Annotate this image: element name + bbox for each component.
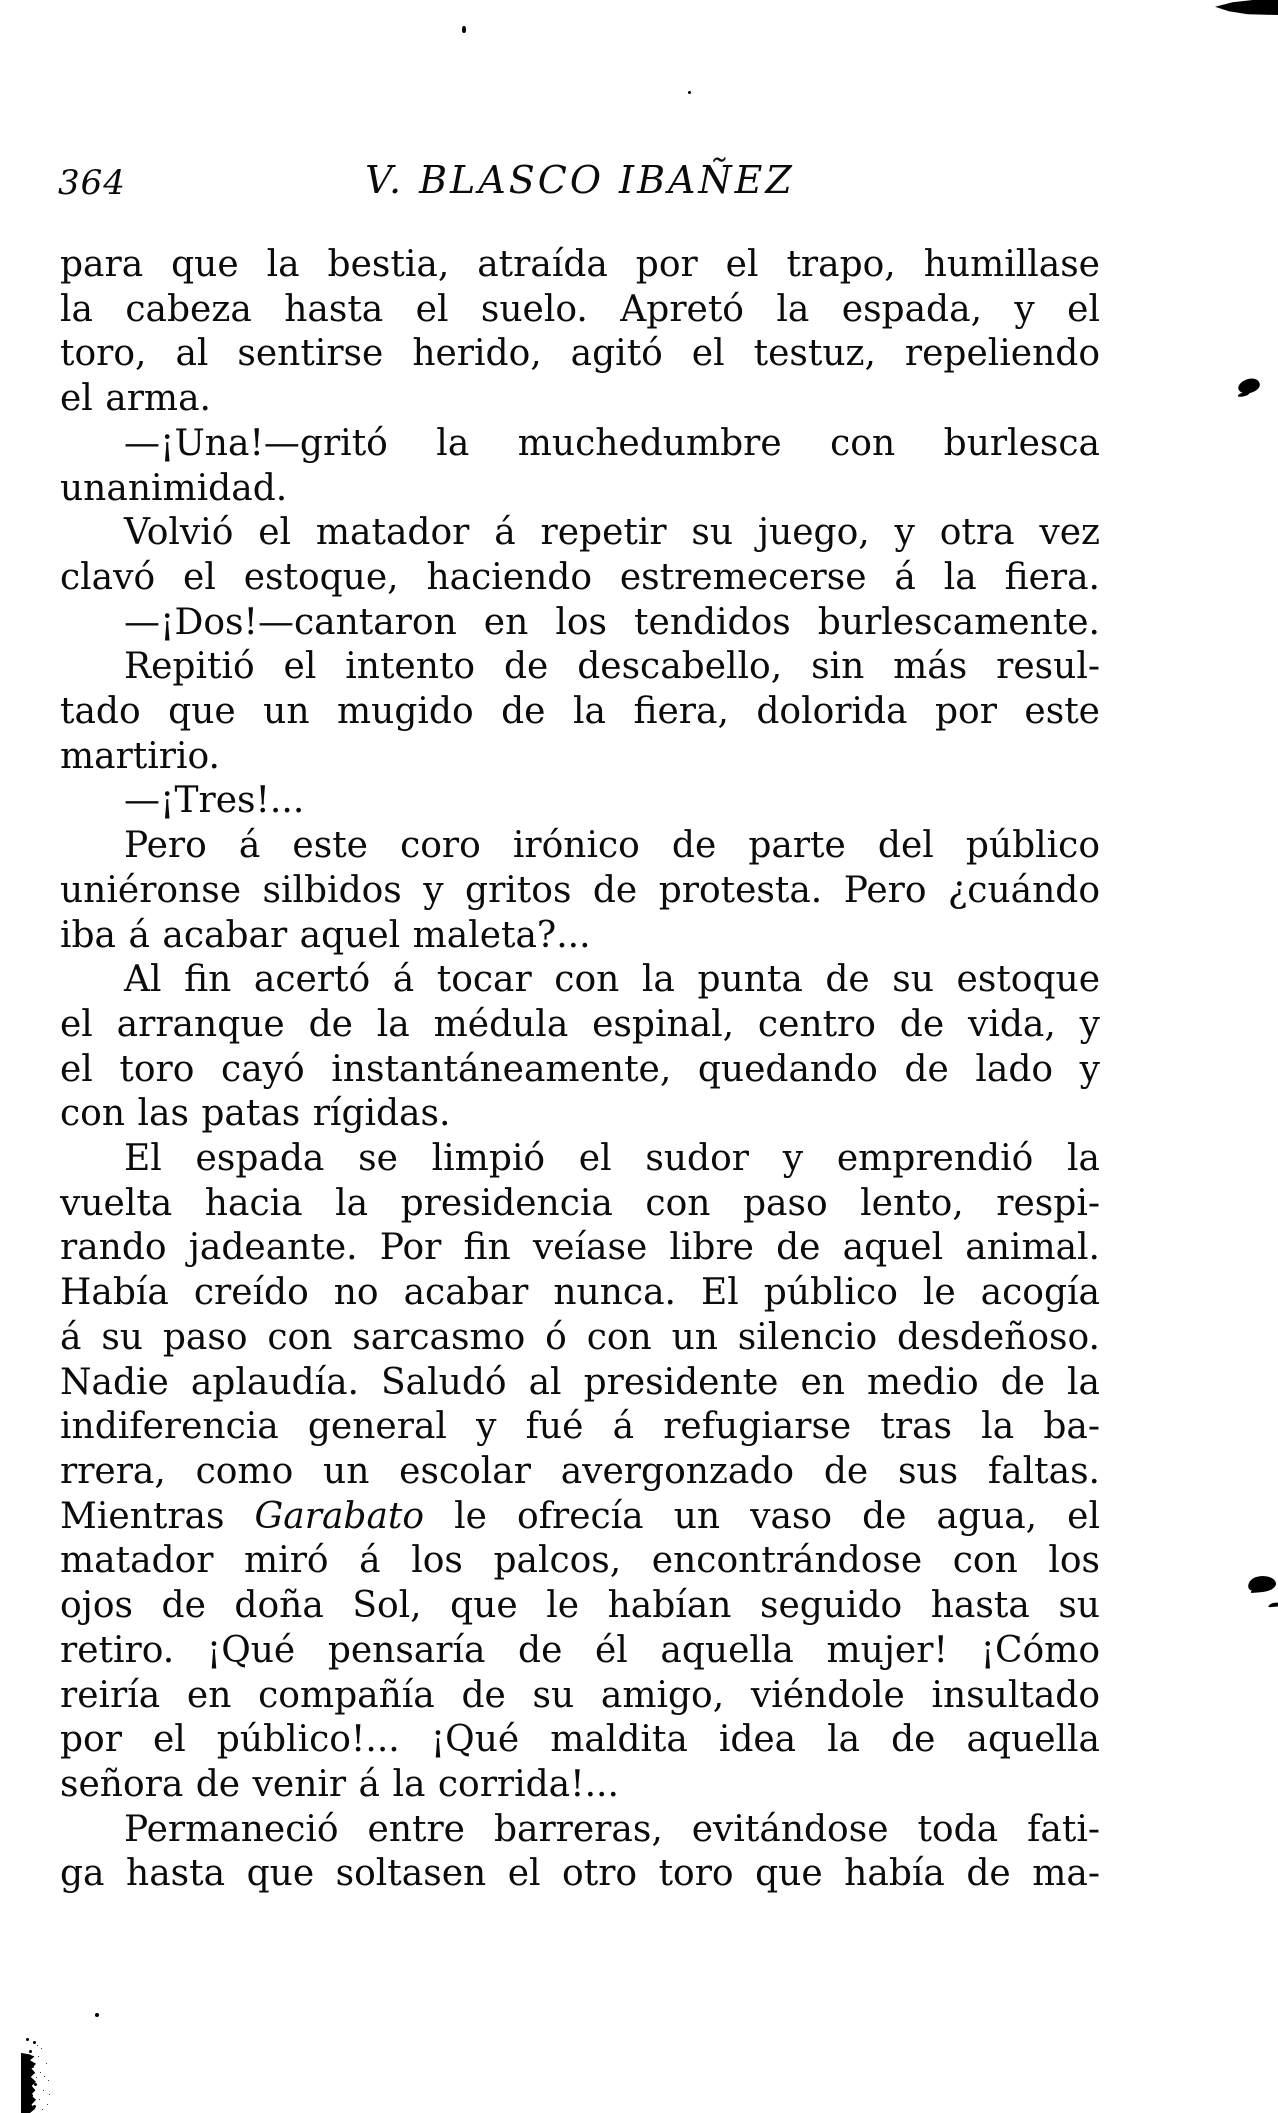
text-line: [60, 1539, 1100, 1584]
text-line: [60, 690, 1100, 735]
text-line: [60, 1271, 1100, 1316]
scan-edge-speckles-artifact: [26, 2038, 29, 2041]
line-text: iba á acabar aquel maleta?...: [60, 914, 591, 956]
text-line: [60, 1226, 1100, 1271]
line-text: —¡Tres!...: [124, 780, 305, 822]
text-line: [60, 645, 1100, 690]
line-text: vuelta hacia la presidencia con paso lento, respi-: [60, 1182, 1100, 1224]
line-text: á su paso con sarcasmo ó con un silencio desdeñoso.: [60, 1316, 1100, 1358]
italic-word: Garabato: [254, 1495, 425, 1537]
ink-speck-artifact: [462, 26, 466, 33]
line-text: indiferencia general y fué á refugiarse tras la ba-: [60, 1406, 1100, 1448]
line-text: unanimidad.: [60, 467, 288, 509]
text-line: [60, 1450, 1100, 1495]
text-line: [60, 601, 1100, 646]
text-line: [60, 1763, 1100, 1808]
ink-speck-artifact: [688, 91, 691, 94]
text-line: [60, 467, 1100, 512]
line-text: uniéronse silbidos y gritos de protesta. Pero ¿cuándo: [60, 869, 1100, 911]
text-line: [60, 243, 1100, 288]
scan-corner-mark-artifact: [1215, 0, 1278, 15]
text-line: [60, 556, 1100, 601]
line-text: El espada se limpió el sudor y emprendió la: [124, 1138, 1100, 1180]
text-line: [60, 1092, 1100, 1137]
running-header-title: V. BLASCO IBAÑEZ: [365, 158, 795, 202]
line-text: Había creído no acabar nunca. El público le acogía: [60, 1272, 1100, 1314]
text-line: [60, 1629, 1100, 1674]
scan-edge-stripe-artifact: [21, 2053, 36, 2113]
line-text: el arranque de la médula espinal, centro de vida, y: [60, 1003, 1100, 1045]
line-text: tado que un mugido de la fiera, dolorida por este: [60, 691, 1100, 733]
line-text: Repitió el intento de descabello, sin más resul-: [124, 646, 1100, 688]
line-text: para que la bestia, atraída por el trapo, humillase: [60, 244, 1100, 285]
line-text: ga hasta que soltasen el otro toro que había de ma-: [60, 1853, 1100, 1895]
line-text: ojos de doña Sol, que le habían seguido hasta su: [60, 1585, 1100, 1627]
line-text: retiro. ¡Qué pensaría de él aquella mujer! ¡Cómo: [60, 1629, 1100, 1671]
line-text: señora de venir á la corrida!...: [60, 1763, 619, 1805]
text-line: [60, 1048, 1100, 1093]
text-line: [60, 824, 1100, 869]
text-line: [60, 288, 1100, 333]
text-line: [60, 422, 1100, 467]
line-text: reiría en compañía de su amigo, viéndole insultado: [60, 1674, 1100, 1716]
page-number: 364: [58, 163, 126, 203]
line-text: Mientras: [60, 1495, 255, 1537]
line-text: toro, al sentirse herido, agitó el testuz, repeliendo: [60, 333, 1100, 375]
body-text: [60, 243, 1100, 1897]
line-text: rrera, como un escolar avergonzado de sus faltas.: [60, 1450, 1100, 1492]
text-line: [60, 1584, 1100, 1629]
line-text: —¡Una!—gritó la muchedumbre con burlesca: [124, 422, 1100, 464]
line-text: el arma.: [60, 378, 211, 420]
text-line: [60, 1674, 1100, 1719]
text-line: [60, 914, 1100, 959]
line-text: martirio.: [60, 735, 220, 777]
text-line: [60, 1852, 1100, 1897]
line-text: Volvió el matador á repetir su juego, y otra vez: [124, 512, 1100, 554]
line-text: el toro cayó instantáneamente, quedando de lado y: [60, 1048, 1100, 1090]
text-line: [60, 1808, 1100, 1853]
text-line: [60, 1405, 1100, 1450]
line-text: Permaneció entre barreras, evitándose toda fati-: [124, 1808, 1100, 1850]
text-line: [60, 869, 1100, 914]
text-line: [60, 779, 1100, 824]
text-line: [60, 958, 1100, 1003]
line-text: rando jadeante. Por fin veíase libre de aquel animal.: [60, 1227, 1100, 1269]
text-line: [60, 332, 1100, 377]
text-line: [60, 1495, 1100, 1540]
line-text: la cabeza hasta el suelo. Apretó la espada, y el: [60, 288, 1100, 330]
line-text: Nadie aplaudía. Saludó al presidente en medio de la: [60, 1361, 1100, 1403]
line-text: por el público!... ¡Qué maldita idea la de aquella: [60, 1719, 1100, 1761]
text-line: [60, 1137, 1100, 1182]
text-line: [60, 1718, 1100, 1763]
text-line: [60, 1003, 1100, 1048]
line-text: clavó el estoque, haciendo estremecerse á la fiera.: [60, 556, 1100, 598]
line-text: matador miró á los palcos, encontrándose con los: [60, 1540, 1100, 1582]
text-line: [60, 1361, 1100, 1406]
text-line: [60, 1182, 1100, 1227]
text-line: [60, 511, 1100, 556]
text-line: [60, 735, 1100, 780]
ink-speck-artifact: [95, 2013, 99, 2017]
line-text: le ofrecía un vaso de agua, el: [424, 1495, 1100, 1537]
line-text: Al fin acertó á tocar con la punta de su estoque: [124, 959, 1100, 1001]
line-text: con las patas rígidas.: [60, 1093, 451, 1135]
text-line: [60, 377, 1100, 422]
ink-blob-artifact: [1237, 377, 1261, 395]
text-line: [60, 1316, 1100, 1361]
line-text: Pero á este coro irónico de parte del público: [124, 825, 1100, 867]
ink-blob-artifact: [1247, 1575, 1277, 1594]
line-text: —¡Dos!—cantaron en los tendidos burlescamente.: [124, 601, 1100, 643]
